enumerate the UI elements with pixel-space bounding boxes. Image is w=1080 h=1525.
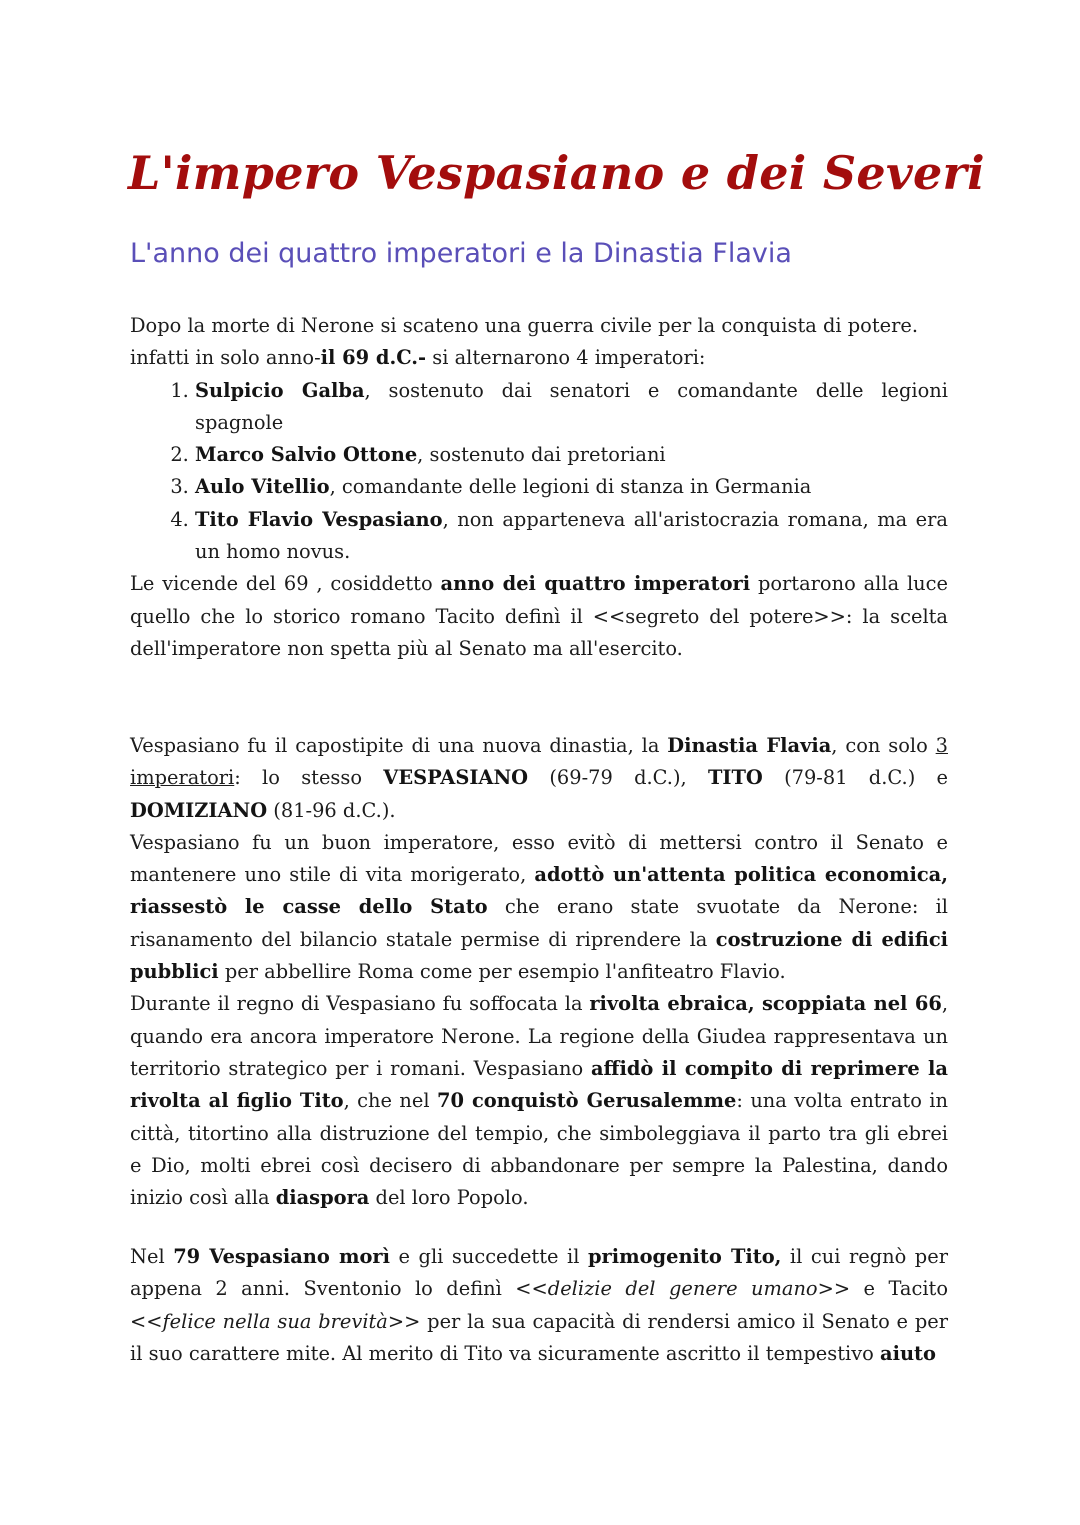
dinastia-section bbox=[130, 730, 948, 1214]
text-run: Vespasiano fu un buon imperatore, esso evitò di mettersi contro il Senato e mantenere uno stile di vita morigerato, bbox=[130, 830, 948, 887]
text-run: : una volta entrato in città, titortino alla distruzione del tempio, che simboleggiava il parto tra gli ebrei e Dio, molti ebrei così decisero di abbandonare per sempre la Palestina, dando inizio così alla bbox=[130, 1089, 948, 1210]
text-run: Nel bbox=[130, 1245, 174, 1268]
text-run: Le vicende del 69 , cosiddetto bbox=[130, 572, 441, 596]
bold-term: primogenito Tito, bbox=[587, 1245, 782, 1268]
emperor-desc: , comandante delle legioni di stanza in Germania bbox=[329, 475, 812, 499]
bold-term: anno dei quattro imperatori bbox=[440, 572, 751, 596]
emperors-list bbox=[130, 375, 948, 569]
list-item bbox=[195, 375, 948, 440]
text-run: e gli succedette il bbox=[389, 1245, 588, 1268]
bold-term: Dinastia Flavia bbox=[667, 734, 832, 757]
emperor-desc: , sostenuto dai senatori e comandante delle legioni spagnole bbox=[195, 378, 948, 434]
section-subtitle: L'anno dei quattro imperatori e la Dinastia Flavia bbox=[130, 238, 792, 269]
emperor-name: Tito Flavio Vespasiano bbox=[195, 507, 443, 531]
list-item bbox=[195, 504, 948, 569]
rivolta-paragraph bbox=[130, 988, 948, 1214]
underlined-term: 3 imperatori bbox=[130, 734, 948, 790]
tito-paragraph bbox=[130, 1241, 948, 1370]
text-run: (81-96 d.C.). bbox=[267, 798, 396, 822]
bold-term: adottò un'attenta politica economica, riassestò le casse dello Stato bbox=[130, 863, 948, 919]
buon-imperatore-paragraph bbox=[130, 827, 948, 988]
text-run: , quando era ancora imperatore Nerone. La regione della Giudea rappresentava un territorio strategico per i romani. Vespasiano bbox=[130, 992, 948, 1080]
text-run: >> per la sua capacità di rendersi amico il Senato e per il suo carattere mite. Al merito di Tito va sicuramente ascritto il tempestivo bbox=[130, 1309, 948, 1365]
intro-section bbox=[130, 310, 948, 665]
bold-term: diaspora bbox=[275, 1186, 370, 1210]
bold-term: affidò il compito di reprimere la rivolta al figlio Tito bbox=[130, 1056, 948, 1113]
emperor-desc: , sostenuto dai pretoriani bbox=[417, 443, 666, 467]
bold-term: rivolta ebraica, scoppiata nel 66 bbox=[589, 992, 942, 1016]
text-run: >> e Tacito << bbox=[130, 1277, 948, 1333]
bold-term: DOMIZIANO bbox=[130, 798, 268, 822]
intro-line-2-text: infatti in solo anno- bbox=[130, 346, 321, 370]
list-item bbox=[195, 471, 948, 503]
text-run: che erano state svuotate da Nerone: il risanamento del bilancio statale permise di riprendere la bbox=[130, 895, 948, 951]
intro-paragraph bbox=[130, 310, 948, 375]
emperor-name: Sulpicio Galba bbox=[195, 378, 365, 402]
intro-line-2-end: si alternarono 4 imperatori: bbox=[426, 346, 706, 370]
bold-term: 79 Vespasiano morì bbox=[173, 1245, 390, 1268]
text-run: : lo stesso bbox=[234, 766, 384, 790]
italic-quote: felice nella sua brevità bbox=[162, 1309, 388, 1333]
italic-quote: delizie del genere umano bbox=[547, 1277, 818, 1301]
text-run: (69-79 d.C.), bbox=[528, 766, 708, 790]
text-run: , che nel bbox=[343, 1089, 437, 1113]
emperor-name: Aulo Vitellio bbox=[195, 475, 330, 499]
text-run: (79-81 d.C.) e bbox=[762, 766, 949, 790]
tito-section bbox=[130, 1241, 948, 1370]
emperor-desc: , non apparteneva all'aristocrazia romana, ma era un homo novus. bbox=[195, 507, 948, 564]
bold-term: costruzione di edifici pubblici bbox=[130, 927, 948, 984]
text-run: Durante il regno di Vespasiano fu soffocata la bbox=[130, 992, 590, 1016]
text-run: il cui regnò per appena 2 anni. Sventonio lo definì << bbox=[130, 1245, 948, 1301]
vicende-paragraph bbox=[130, 568, 948, 665]
emperor-name: Marco Salvio Ottone bbox=[195, 443, 418, 467]
bold-term: aiuto bbox=[880, 1341, 936, 1365]
text-run: Vespasiano fu il capostipite di una nuova dinastia, la bbox=[130, 734, 668, 757]
text-run: portarono alla luce quello che lo storico romano Tacito definì il <<segreto del potere>>: la scelta dell'imperatore non spetta più al Senato ma all'esercito. bbox=[130, 572, 949, 660]
list-item bbox=[195, 439, 948, 471]
intro-year: il 69 d.C.- bbox=[320, 346, 427, 370]
intro-line-1: Dopo la morte di Nerone si scateno una guerra civile per la conquista di potere. bbox=[130, 314, 919, 337]
bold-term: VESPASIANO bbox=[383, 766, 529, 790]
text-run: , con solo bbox=[831, 734, 936, 757]
page-title: L'impero Vespasiano e dei Severi bbox=[128, 146, 985, 200]
text-run: del loro Popolo. bbox=[369, 1186, 529, 1210]
bold-term: TITO bbox=[707, 766, 763, 790]
dinastia-paragraph bbox=[130, 730, 948, 827]
bold-term: 70 conquistò Gerusalemme bbox=[436, 1089, 737, 1113]
text-run: per abbellire Roma come per esempio l'anfiteatro Flavio. bbox=[218, 960, 786, 984]
